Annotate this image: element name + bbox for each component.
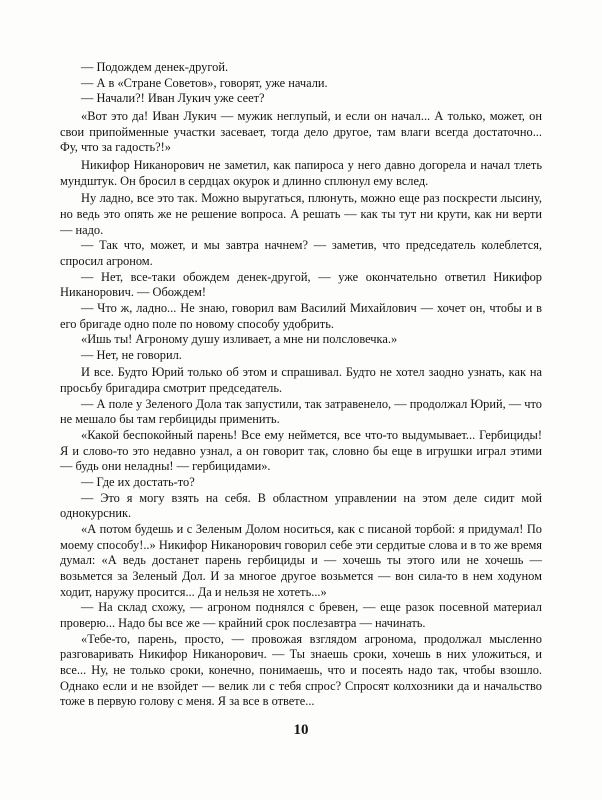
paragraph: — Начали?! Иван Лукич уже сеет?: [81, 91, 265, 106]
paragraph: — Нет, все-таки обождем денек-другой, — уже окончательно ответил Никифор Никанорович. — Обождем!: [60, 269, 542, 300]
paragraph: «Тебе-то, парень, просто, — провожая взглядом агронома, продолжал мысленно разговаривать Никифор Никанорович. — Ты знаешь сроки, хочешь в них уложиться, и все... Ну, не только сроки, конечно, понимаешь, что и посеять надо так, чтобы взошло. Однако если и не взойдет — велик ли с тебя спрос? Спросят колхозники да и начальство тоже в первую голову с меня. Я за все в ответе...: [60, 631, 542, 709]
paragraph: «Вот это да! Иван Лукич — мужик неглупый, и если он начал... А только, может, он свои припойменные участки засевает, тогда дело другое, там влаги всегда достаточно... Фу, что за гадость?!»: [60, 108, 542, 155]
paragraph: — Нет, не говорил.: [81, 347, 182, 362]
paragraph: — А в «Стране Советов», говорят, уже начали.: [81, 75, 328, 90]
paragraph: Ну ладно, все это так. Можно выругаться, плюнуть, можно еще раз поскрести лысину, но ведь это опять же не решение вопроса. А решать — как ты тут ни крути, как ни верти — надо.: [60, 191, 542, 237]
paragraph: — Подождем денек-другой.: [81, 60, 229, 74]
paragraph: И все. Будто Юрий только об этом и спрашивал. Будто не хотел заодно узнать, как на просьбу бригадира смотрит председатель.: [60, 365, 542, 396]
paragraph: — А поле у Зеленого Дола так запустили, так затравенело, — продолжал Юрий, — что не мешало бы там гербициды применить.: [60, 396, 542, 427]
paragraph: «А потом будешь и с Зеленым Долом носиться, как с писаной торбой: я придумал! По моему способу!..» Никифор Никанорович говорил себе эти сердитые слова и в то же время думал: «А ведь достанет парень гербициды и — хочешь ты этого или не хочешь — возьмется за Зеленый Дол. И за многое другое возьмется — вон сила-то в нем ходуном ходит, наружу просится... Да и нельзя не хотеть...»: [60, 522, 542, 599]
body-text: [60, 60, 542, 710]
paragraph: — Это я могу взять на себя. В областном управлении на этом деле сидит мой однокурсник.: [60, 490, 542, 521]
paragraph: — Что ж, ладно... Не знаю, говорил вам Василий Михайлович — хочет он, чтобы и в его бригаде одно поле по новому способу удобрить.: [60, 300, 542, 331]
page-number: 10: [293, 722, 309, 738]
paragraph: — Так что, может, и мы завтра начнем? — заметив, что председатель колеблется, спросил агроном.: [60, 238, 542, 268]
paragraph: Никифор Никанорович не заметил, как папироса у него давно догорела и начал тлеть мундштук. Он бросил в сердцах окурок и длинно сплюнул ему вслед.: [60, 157, 542, 188]
paragraph: — Где их достать-то?: [81, 475, 195, 490]
paragraph: «Какой беспокойный парень! Все ему неймется, все что-то выдумывает... Гербициды! Я и слово-то это недавно узнал, а он говорит так, словно бы еще в игрушки играл этими — будь они неладны! — гербицидами».: [60, 428, 542, 474]
paragraph: «Ишь ты! Агроному душу изливает, а мне ни полсловечка.»: [81, 332, 398, 347]
paragraph: — На склад схожу, — агроном поднялся с бревен, — еще разок посевной материал проверю... Надо бы все же — крайний срок послезавтра — начинать.: [60, 600, 542, 630]
